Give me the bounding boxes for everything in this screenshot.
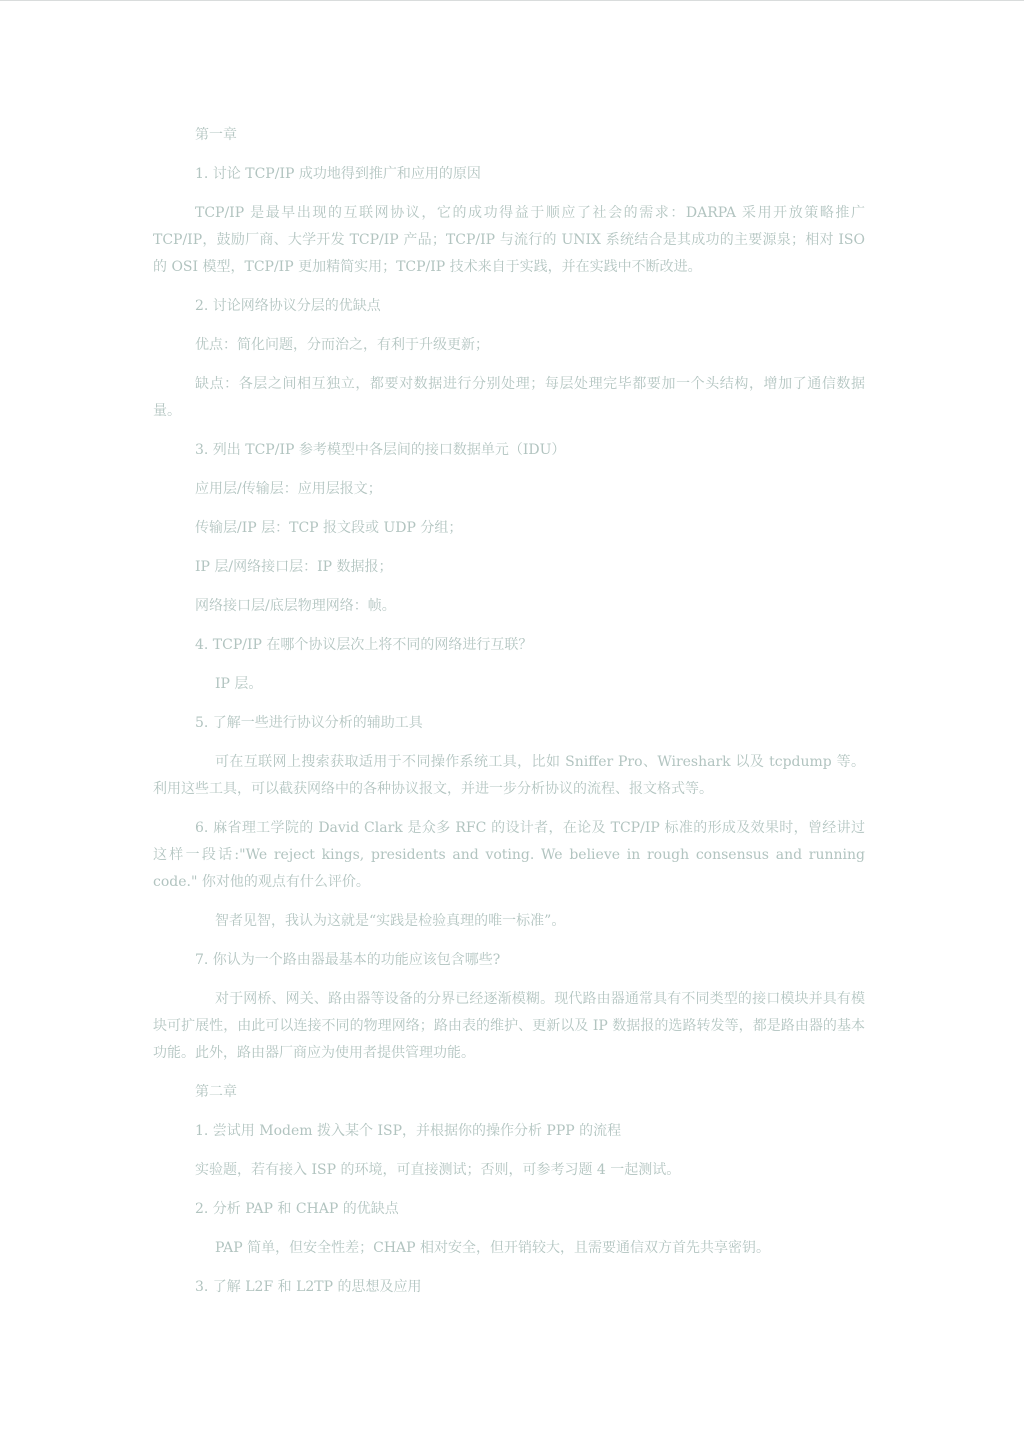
ch1-answer-6: 智者见智，我认为这就是“实践是检验真理的唯一标准”。 (215, 913, 566, 929)
ch2-question-1: 1. 尝试用 Modem 拨入某个 ISP，并根据你的操作分析 PPP 的流程 (195, 1123, 622, 1139)
ch1-answer-1: TCP/IP 是最早出现的互联网协议，它的成功得益于顺应了社会的需求：DARPA 采用开放策略推广 TCP/IP，鼓励厂商、大学开发 TCP/IP 产品；TCP/IP 与流行的 UNIX 系统结合是其成功的主要源泉；相对 ISO 的 OSI 模型，TCP/IP 更加精简实用；TCP/IP 技术来自于实践，并在实践中不断改进。 (153, 205, 865, 275)
ch1-answer-4: IP 层。 (215, 676, 263, 692)
ch1-answer-3-line-4: 网络接口层/底层物理网络：帧。 (195, 598, 396, 614)
ch1-answer-2-pros: 优点：简化问题，分而治之，有利于升级更新； (195, 337, 489, 353)
ch1-answer-3-line-3: IP 层/网络接口层：IP 数据报； (195, 559, 393, 575)
ch2-question-3: 3. 了解 L2F 和 L2TP 的思想及应用 (195, 1279, 422, 1295)
ch1-question-6: 6. 麻省理工学院的 David Clark 是众多 RFC 的设计者，在论及 TCP/IP 标准的形成及效果时，曾经讲过这样一段话:"We reject kings, presidents and voting. We believe in rough consensus and running code." 你对他的观点有什么评价。 (153, 820, 865, 890)
ch1-question-5: 5. 了解一些进行协议分析的辅助工具 (195, 715, 423, 731)
ch2-answer-2: PAP 简单，但安全性差；CHAP 相对安全，但开销较大，且需要通信双方首先共享密钥。 (215, 1240, 771, 1256)
chapter-2-title: 第二章 (195, 1084, 237, 1100)
ch1-answer-7: 对于网桥、网关、路由器等设备的分界已经逐渐模糊。现代路由器通常具有不同类型的接口模块并具有模块可扩展性，由此可以连接不同的物理网络；路由表的维护、更新以及 IP 数据报的选路转发等，都是路由器的基本功能。此外，路由器厂商应为使用者提供管理功能。 (153, 991, 865, 1061)
chapter-1-title: 第一章 (195, 127, 237, 143)
page-top-rule (0, 0, 1024, 1)
ch1-answer-2-cons: 缺点：各层之间相互独立，都要对数据进行分别处理；每层处理完毕都要加一个头结构，增加了通信数据量。 (153, 376, 865, 419)
ch1-answer-3-line-2: 传输层/IP 层：TCP 报文段或 UDP 分组； (195, 520, 463, 536)
ch1-answer-3-line-1: 应用层/传输层：应用层报文； (195, 481, 382, 497)
ch1-question-1: 1. 讨论 TCP/IP 成功地得到推广和应用的原因 (195, 166, 481, 182)
ch1-question-2: 2. 讨论网络协议分层的优缺点 (195, 298, 381, 314)
ch1-question-3: 3. 列出 TCP/IP 参考模型中各层间的接口数据单元（IDU） (195, 442, 566, 458)
ch1-question-4: 4. TCP/IP 在哪个协议层次上将不同的网络进行互联？ (195, 637, 533, 653)
ch2-answer-1: 实验题，若有接入 ISP 的环境，可直接测试；否则，可参考习题 4 一起测试。 (195, 1162, 681, 1178)
ch1-answer-5: 可在互联网上搜索获取适用于不同操作系统工具，比如 Sniffer Pro、Wireshark 以及 tcpdump 等。利用这些工具，可以截获网络中的各种协议报文，并进一步分析协议的流程、报文格式等。 (153, 754, 865, 797)
ch1-question-7: 7. 你认为一个路由器最基本的功能应该包含哪些? (195, 952, 501, 968)
document-page (153, 122, 865, 1313)
ch2-question-2: 2. 分析 PAP 和 CHAP 的优缺点 (195, 1201, 399, 1217)
